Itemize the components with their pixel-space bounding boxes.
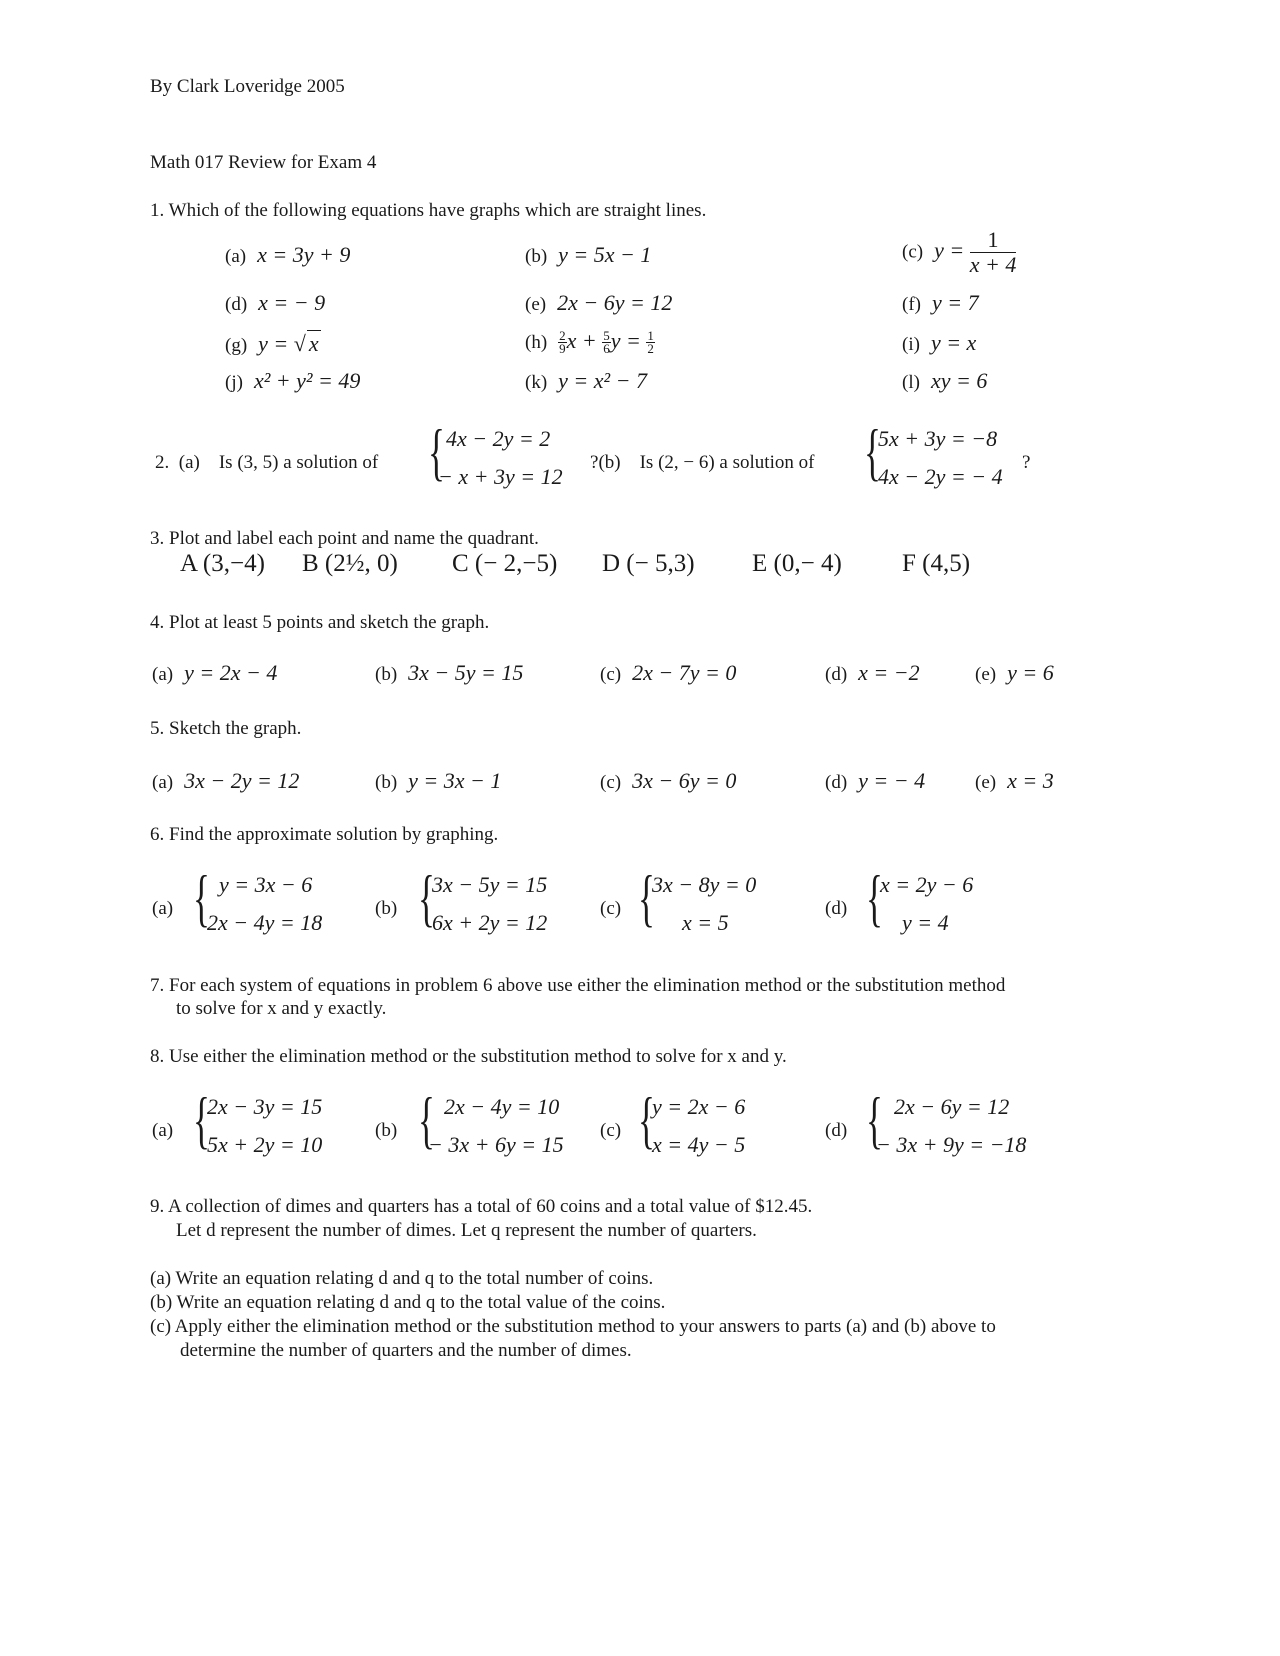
q5-prompt: 5. Sketch the graph. xyxy=(150,718,302,739)
q8d-system: { 2x − 6y = 12 − 3x + 9y = −18 xyxy=(866,1084,1027,1157)
q6d-label: (d) xyxy=(825,898,848,919)
q1-item-c: (c) y = $\frac{1}{x + 4}$ xyxy=(902,227,1017,277)
brace: { xyxy=(193,1084,210,1155)
q5-item-c: (c) 3x − 6y = 0 xyxy=(600,768,737,793)
q9-line1: 9. A collection of dimes and quarters has a total of 60 coins and a total value of $12.45. xyxy=(150,1196,813,1217)
point-b: B (2½, 0) xyxy=(302,550,398,577)
q1-item-l: (l) xy = 6 xyxy=(902,368,988,393)
q4-prompt: 4. Plot at least 5 points and sketch the graph. xyxy=(150,612,490,633)
q9-part-b: (b) Write an equation relating d and q to the total value of the coins. xyxy=(150,1292,666,1313)
q6b-label: (b) xyxy=(375,898,398,919)
q5-item-a: (a) 3x − 2y = 12 xyxy=(152,768,300,793)
q6d-system: { x = 2y − 6 y = 4 xyxy=(866,862,974,935)
page-title: Math 017 Review for Exam 4 xyxy=(150,152,377,173)
brace: { xyxy=(418,1084,435,1155)
q8b-system: { 2x − 4y = 10 − 3x + 6y = 15 xyxy=(418,1084,564,1157)
q6a-system: { y = 3x − 6 2x − 4y = 18 xyxy=(193,862,323,935)
q1-item-k: (k) y = x² − 7 xyxy=(525,368,647,393)
brace: { xyxy=(193,862,210,933)
q8-prompt: 8. Use either the elimination method or the substitution method to solve for x and y. xyxy=(150,1046,787,1067)
q6a-label: (a) xyxy=(152,898,174,919)
q5-item-d: (d) y = − 4 xyxy=(825,768,926,793)
brace: { xyxy=(866,1084,883,1155)
q4-item-e: (e) y = 6 xyxy=(975,660,1054,685)
q4-item-b: (b) 3x − 5y = 15 xyxy=(375,660,524,685)
q2b-tail: ? xyxy=(1022,452,1031,473)
q1-item-i: (i) y = x xyxy=(902,330,977,355)
brace: { xyxy=(418,862,435,933)
q3-prompt: 3. Plot and label each point and name the quadrant. xyxy=(150,528,539,549)
q4-item-c: (c) 2x − 7y = 0 xyxy=(600,660,737,685)
q2b-text: ?(b) Is (2, − 6) a solution of xyxy=(590,452,815,473)
q2b-system: { 5x + 3y = −8 4x − 2y = − 4 xyxy=(864,416,1003,489)
q6c-label: (c) xyxy=(600,898,622,919)
q1-item-j: (j) x² + y² = 49 xyxy=(225,368,361,393)
q8c-system: { y = 2x − 6 x = 4y − 5 xyxy=(638,1084,746,1157)
q1-item-h: (h) $\frac{2}{9}x$ + $\frac{5}{6}y$ = $\frac{1}{2}$ xyxy=(525,328,654,357)
q2a-system: { 4x − 2y = 2 − x + 3y = 12 xyxy=(428,416,563,489)
q9-part-c: (c) Apply either the elimination method or the substitution method to your answers to parts (a) and (b) above to xyxy=(150,1316,996,1337)
q1-item-a: (a) x = 3y + 9 xyxy=(225,242,351,267)
author-line: By Clark Loveridge 2005 xyxy=(150,76,345,97)
point-c: C (− 2,−5) xyxy=(452,550,558,577)
q9-part-a: (a) Write an equation relating d and q to the total number of coins. xyxy=(150,1268,654,1289)
q4-item-d: (d) x = −2 xyxy=(825,660,920,685)
brace: { xyxy=(866,862,883,933)
q8a-label: (a) xyxy=(152,1120,174,1141)
q9-part-c-cont: determine the number of quarters and the number of dimes. xyxy=(180,1340,632,1361)
q6c-system: { 3x − 8y = 0 x = 5 xyxy=(638,862,757,935)
q1-item-e: (e) 2x − 6y = 12 xyxy=(525,290,673,315)
q8a-system: { 2x − 3y = 15 5x + 2y = 10 xyxy=(193,1084,323,1157)
point-a: A (3,−4) xyxy=(180,550,265,577)
q7-line1: 7. For each system of equations in problem 6 above use either the elimination method or the substitution method xyxy=(150,975,1006,996)
brace: { xyxy=(864,416,881,487)
q5-item-b: (b) y = 3x − 1 xyxy=(375,768,502,793)
brace: { xyxy=(638,862,655,933)
q1-prompt: 1. Which of the following equations have graphs which are straight lines. xyxy=(150,200,707,221)
q1-item-b: (b) y = 5x − 1 xyxy=(525,242,652,267)
q6-prompt: 6. Find the approximate solution by graphing. xyxy=(150,824,499,845)
q1-item-d: (d) x = − 9 xyxy=(225,290,326,315)
q5-item-e: (e) x = 3 xyxy=(975,768,1054,793)
q1-item-f: (f) y = 7 xyxy=(902,290,979,315)
brace: { xyxy=(428,416,445,487)
brace: { xyxy=(638,1084,655,1155)
point-e: E (0,− 4) xyxy=(752,550,842,577)
q8d-label: (d) xyxy=(825,1120,848,1141)
q2-number: 2. (a) Is (3, 5) a solution of xyxy=(155,452,379,473)
point-d: D (− 5,3) xyxy=(602,550,695,577)
q8c-label: (c) xyxy=(600,1120,622,1141)
q4-item-a: (a) y = 2x − 4 xyxy=(152,660,278,685)
fraction: $\frac{1}{x + 4}$ xyxy=(969,227,1017,277)
q9-line2: Let d represent the number of dimes. Let q represent the number of quarters. xyxy=(176,1220,757,1241)
point-f: F (4,5) xyxy=(902,550,971,577)
q7-line2: to solve for x and y exactly. xyxy=(176,998,387,1019)
q8b-label: (b) xyxy=(375,1120,398,1141)
q1-item-g: (g) y = √ x xyxy=(225,331,319,356)
q6b-system: { 3x − 5y = 15 6x + 2y = 12 xyxy=(418,862,548,935)
